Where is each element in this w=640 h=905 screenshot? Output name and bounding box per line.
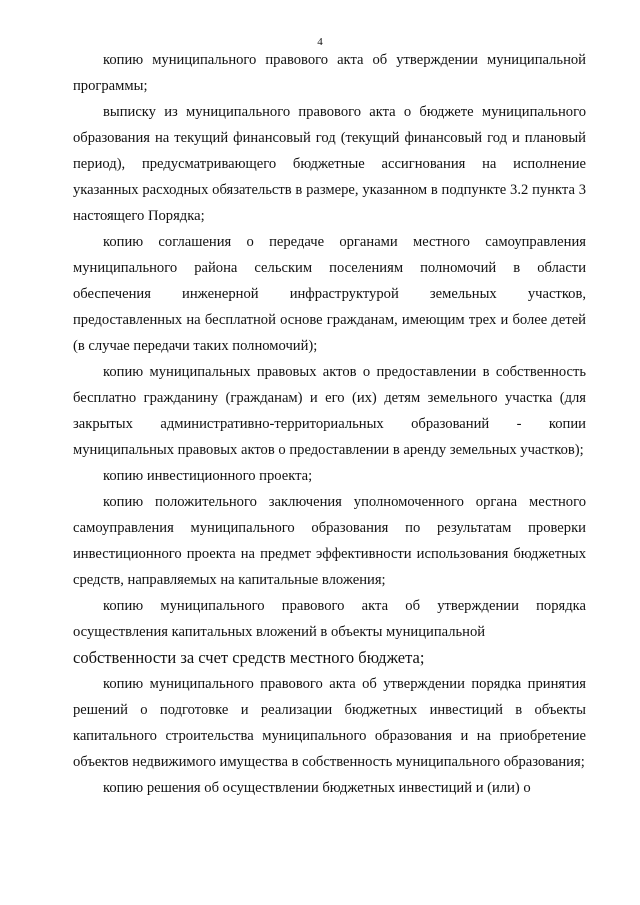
paragraph-capital-investment-order-continued: собственности за счет средств местного бюджета; bbox=[73, 648, 425, 667]
document-body bbox=[73, 47, 586, 801]
paragraph-capital-investment-order: копию муниципального правового акта об утверждении порядка осуществления капитальных вложений в объекты муниципальной bbox=[73, 598, 586, 640]
paragraph-powers-agreement: копию соглашения о передаче органами местного самоуправления муниципального района сельским поселениям полномочий в области обеспечения инженерной инфраструктурой земельных участков, предоставленных на бесплатной основе гражданам, имеющим трех и более детей (в случае передачи таких полномочий); bbox=[73, 234, 586, 354]
paragraph-municipal-program: копию муниципального правового акта об утверждении муниципальной программы; bbox=[73, 52, 586, 94]
page-number: 4 bbox=[317, 36, 323, 48]
paragraph-land-provision-acts: копию муниципальных правовых актов о предоставлении в собственность бесплатно гражданину (гражданам) и его (их) детям земельного участка (для закрытых административно-территориальных образований - копии муниципальных правовых актов о предоставлении в аренду земельных участков); bbox=[73, 364, 586, 458]
paragraph-investment-decision-copy: копию решения об осуществлении бюджетных инвестиций и (или) о bbox=[103, 780, 531, 796]
paragraph-positive-conclusion: копию положительного заключения уполномоченного органа местного самоуправления муниципального образования по результатам проверки инвестиционного проекта на предмет эффективности использования бюджетных средств, направляемых на капитальные вложения; bbox=[73, 494, 586, 588]
paragraph-budget-extract: выписку из муниципального правового акта о бюджете муниципального образования на текущий финансовый год (текущий финансовый год и плановый период), предусматривающего бюджетные ассигнования на исполнение указанных расходных обязательств в размере, указанном в подпункте 3.2 пункта 3 настоящего Порядка; bbox=[73, 104, 586, 224]
paragraph-budget-investment-decisions: копию муниципального правового акта об утверждении порядка принятия решений о подготовке и реализации бюджетных инвестиций в объекты капитального строительства муниципального образования и на приобретение объектов недвижимого имущества в собственность муниципального образования; bbox=[73, 676, 586, 770]
paragraph-investment-project: копию инвестиционного проекта; bbox=[103, 468, 313, 484]
